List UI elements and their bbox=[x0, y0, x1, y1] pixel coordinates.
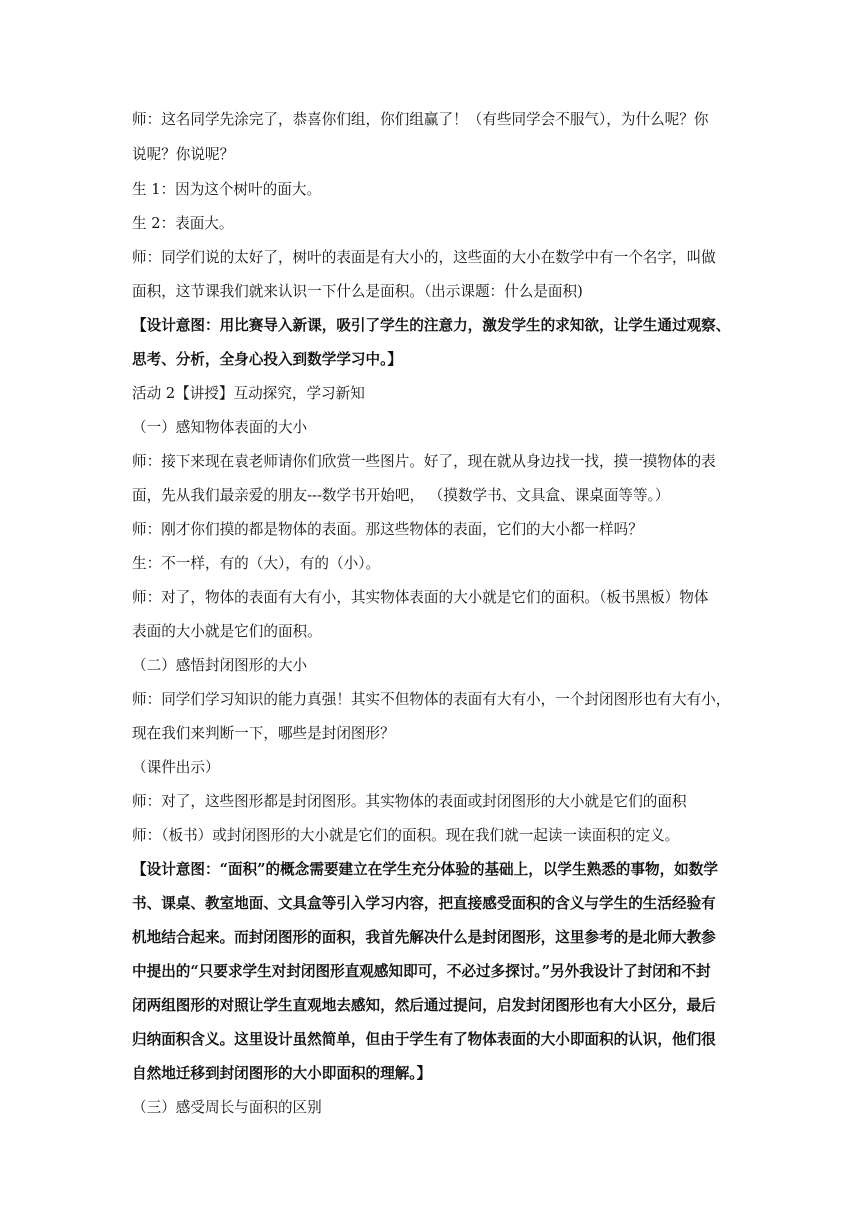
design-intent-line: 【设计意图：“面积”的概念需要建立在学生充分体验的基础上，以学生熟悉的事物，如数学 bbox=[132, 861, 718, 878]
subsection-heading: （二）感悟封闭图形的大小 bbox=[132, 657, 308, 674]
paragraph-line: 师：刚才你们摸的都是物体的表面。那这些物体的表面，它们的大小都一样吗？ bbox=[132, 521, 643, 538]
paragraph-line: 师：对了，物体的表面有大有小，其实物体表面的大小就是它们的面积。（板书黑板）物体 bbox=[132, 589, 709, 606]
paragraph-line: 面积，这节课我们就来认识一下什么是面积。（出示课题：什么是面积) bbox=[132, 283, 583, 300]
paragraph-line: 表面的大小就是它们的面积。 bbox=[132, 623, 322, 640]
paragraph-line: 生 1：因为这个树叶的面大。 bbox=[132, 181, 322, 198]
design-intent-line: 自然地迁移到封闭图形的大小即面积的理解。】 bbox=[132, 1065, 432, 1082]
paragraph-line: 面，先从我们最亲爱的朋友---数学书开始吧， （摸数学书、文具盒、课桌面等等。） bbox=[132, 487, 670, 504]
paragraph-line: 师：同学们说的太好了，树叶的表面是有大小的，这些面的大小在数学中有一个名字，叫做 bbox=[132, 249, 716, 266]
paragraph-line: 师：对了，这些图形都是封闭图形。其实物体的表面或封闭图形的大小就是它们的面积 bbox=[132, 793, 687, 810]
design-intent-line: 机地结合起来。而封闭图形的面积，我首先解决什么是封闭图形，这里参考的是北师大教参 bbox=[132, 929, 716, 946]
paragraph-line: 生：不一样，有的（大），有的（小）。 bbox=[132, 555, 381, 572]
design-intent-line: 归纳面积含义。这里设计虽然简单，但由于学生有了物体表面的大小即面积的认识，他们很 bbox=[132, 1031, 716, 1048]
paragraph-line: 师：这名同学先涂完了，恭喜你们组，你们组赢了！（有些同学会不服气），为什么呢？你 bbox=[132, 111, 709, 128]
subsection-heading: （一）感知物体表面的大小 bbox=[132, 419, 308, 436]
design-intent-line: 中提出的“只要求学生对封闭图形直观感知即可，不必过多探讨。”另外我设计了封闭和不封 bbox=[132, 963, 711, 980]
paragraph-line: 师：同学们学习知识的能力真强！其实不但物体的表面有大有小，一个封闭图形也有大有小， bbox=[132, 691, 731, 708]
paragraph-line: 生 2：表面大。 bbox=[132, 215, 234, 232]
section-heading: 活动 2【讲授】互动探究，学习新知 bbox=[132, 385, 365, 402]
paragraph-line: （课件出示） bbox=[132, 759, 220, 776]
paragraph-line: 现在我们来判断一下，哪些是封闭图形？ bbox=[132, 725, 395, 742]
paragraph-line: 师：接下来现在袁老师请你们欣赏一些图片。好了，现在就从身边找一找，摸一摸物体的表 bbox=[132, 453, 716, 470]
paragraph-line: 师：（板书）或封闭图形的大小就是它们的面积。现在我们就一起读一读面积的定义。 bbox=[132, 827, 680, 844]
design-intent-line: 【设计意图：用比赛导入新课，吸引了学生的注意力，激发学生的求知欲，让学生通过观察、 bbox=[132, 317, 731, 334]
subsection-heading: （三）感受周长与面积的区别 bbox=[132, 1099, 322, 1116]
design-intent-line: 思考、分析，全身心投入到数学学习中。】 bbox=[132, 351, 402, 368]
design-intent-line: 书、课桌、教室地面、文具盒等引入学习内容，把直接感受面积的含义与学生的生活经验有 bbox=[132, 895, 716, 912]
paragraph-line: 说呢？你说呢？ bbox=[132, 146, 235, 163]
design-intent-line: 闭两组图形的对照让学生直观地去感知，然后通过提问，启发封闭图形也有大小区分，最后 bbox=[132, 997, 716, 1014]
